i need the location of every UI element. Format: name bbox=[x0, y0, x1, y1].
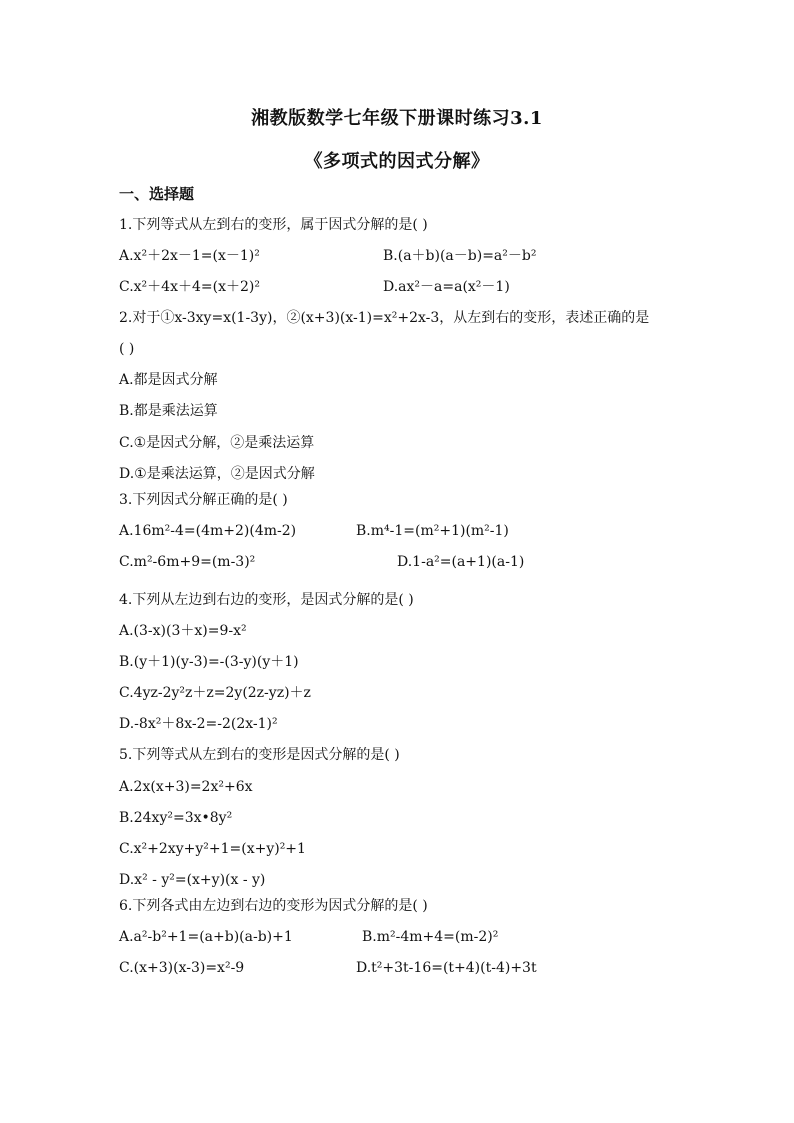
question-5-option-d: D.x² - y²=(x+y)(x - y) bbox=[119, 872, 266, 888]
document-title: 湘教版数学七年级下册课时练习3.1 bbox=[251, 108, 543, 129]
question-5-stem: 5.下列等式从左到右的变形是因式分解的是( ) bbox=[119, 747, 400, 763]
question-1-option-c: C.x²＋4x＋4=(x＋2)² bbox=[119, 279, 260, 295]
question-3-option-b: B.m⁴-1=(m²+1)(m²-1) bbox=[356, 523, 509, 539]
question-3-option-a: A.16m²-4=(4m+2)(4m-2) bbox=[119, 523, 297, 539]
question-3-stem: 3.下列因式分解正确的是( ) bbox=[119, 492, 288, 508]
question-2-option-d: D.①是乘法运算，②是因式分解 bbox=[119, 466, 315, 482]
question-2-stem-continued: ( ) bbox=[119, 341, 135, 357]
question-5-option-b: B.24xy²=3x•8y² bbox=[119, 810, 233, 826]
question-5-option-c: C.x²+2xy+y²+1=(x+y)²+1 bbox=[119, 841, 306, 857]
question-2-option-a: A.都是因式分解 bbox=[119, 372, 218, 388]
question-3-option-d: D.1-a²=(a+1)(a-1) bbox=[397, 554, 525, 570]
question-2-option-c: C.①是因式分解，②是乘法运算 bbox=[119, 435, 315, 451]
question-4-option-a: A.(3-x)(3＋x)=9-x² bbox=[119, 623, 247, 639]
question-4-option-b: B.(y＋1)(y-3)=-(3-y)(y＋1) bbox=[119, 654, 299, 670]
question-5-option-a: A.2x(x+3)=2x²+6x bbox=[119, 779, 253, 795]
question-1-stem: 1.下列等式从左到右的变形，属于因式分解的是( ) bbox=[119, 217, 428, 233]
section-heading: 一、选择题 bbox=[119, 185, 195, 203]
question-6-option-a: A.a²-b²+1=(a+b)(a-b)+1 bbox=[119, 929, 293, 945]
question-3-option-c: C.m²-6m+9=(m-3)² bbox=[119, 554, 256, 570]
question-2-stem: 2.对于①x-3xy=x(1-3y)，②(x+3)(x-1)=x²+2x-3，从左到右的变形，表述正确的是 bbox=[119, 310, 650, 326]
question-6-option-b: B.m²-4m+4=(m-2)² bbox=[362, 929, 499, 945]
question-1-option-b: B.(a＋b)(a－b)=a²－b² bbox=[383, 248, 537, 264]
question-6-option-d: D.t²+3t-16=(t+4)(t-4)+3t bbox=[356, 960, 537, 976]
question-6-option-c: C.(x+3)(x-3)=x²-9 bbox=[119, 960, 245, 976]
question-4-option-c: C.4yz-2y²z＋z=2y(2z-yz)＋z bbox=[119, 685, 311, 701]
question-2-option-b: B.都是乘法运算 bbox=[119, 403, 218, 419]
question-1-option-d: D.ax²－a=a(x²－1) bbox=[383, 279, 510, 295]
question-1-option-a: A.x²＋2x－1=(x－1)² bbox=[119, 248, 260, 264]
document-subtitle: 《多项式的因式分解》 bbox=[304, 151, 490, 172]
question-4-stem: 4.下列从左边到右边的变形，是因式分解的是( ) bbox=[119, 592, 414, 608]
question-6-stem: 6.下列各式由左边到右边的变形为因式分解的是( ) bbox=[119, 898, 428, 914]
question-4-option-d: D.-8x²＋8x-2=-2(2x-1)² bbox=[119, 716, 278, 732]
